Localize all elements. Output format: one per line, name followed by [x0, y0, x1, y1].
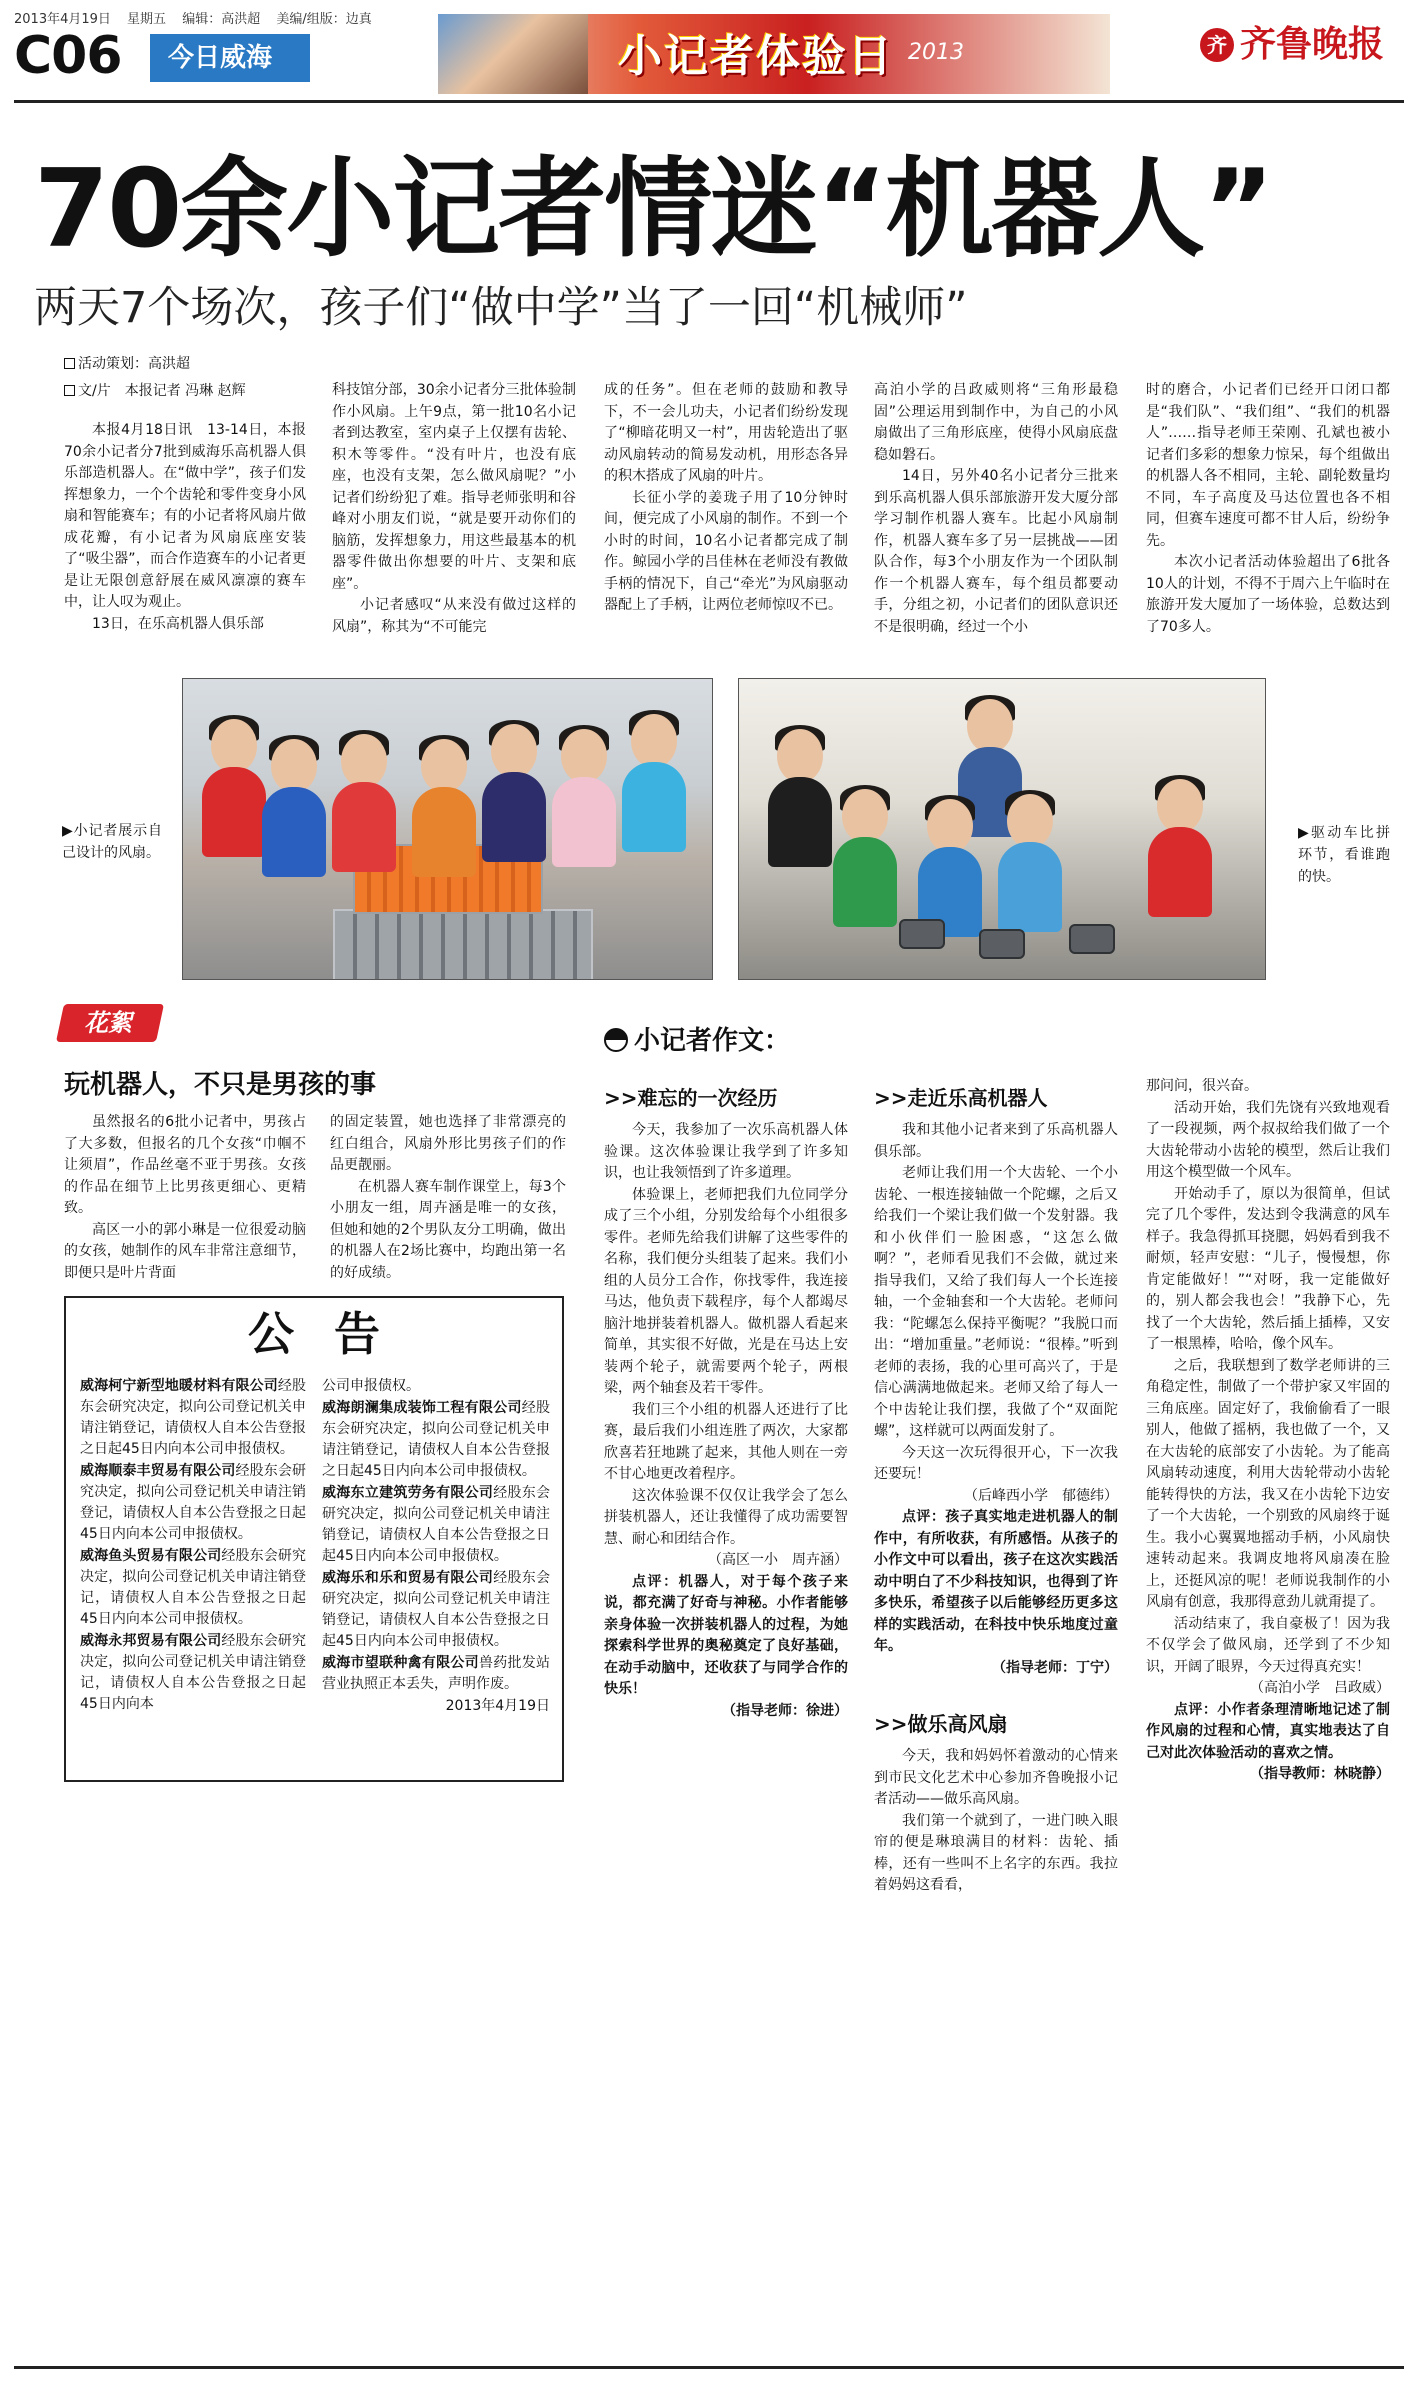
composition-teacher: （指导教师：林晓静） [1250, 1766, 1390, 1782]
huaxu-paragraph: 在机器人赛车制作课堂上，每3个小朋友一组，周卉涵是唯一的女孩，但她和她的2个男队友分工明确，做出的机器人在2场比赛中，均跑出第一名的好成绩。 [330, 1178, 566, 1281]
article-paragraph: 时的磨合，小记者们已经开口闭口都是“我们队”、“我们组”、“我们的机器人”……指导老师王荣刚、孔斌也被小记者们多彩的想象力惊呆，每个组做出的机器人各不相同，主轮、副轮数量均不同，车子高度及马达位置也各不相同，但赛车速度可都不甘人后，纷纷争先。 [1146, 382, 1390, 549]
half-circle-icon [604, 1028, 628, 1052]
notice-item [322, 1483, 550, 1567]
banner-subtitle: 2013 [908, 40, 964, 65]
notice-box [64, 1296, 564, 1782]
notice-item [322, 1376, 550, 1397]
article-paragraph: 高泊小学的吕政威则将“三角形最稳固”公理运用到制作中，为自己的小风扇做出了三角形底座，使得小风扇底盘稳如磐石。 [874, 382, 1118, 463]
notice-text: 兽药批发站营业执照正本丢失，声明作废。 [322, 1655, 551, 1692]
credit-authors [64, 381, 246, 401]
notice-text: 经股东会研究决定，拟向公司登记机关申请注销登记，请债权人自本公告登报之日起45日内向本公司申报债权。 [80, 1378, 307, 1457]
child-figure [553, 729, 617, 879]
notice-company: 威海市望联种禽有限公司 [322, 1655, 479, 1671]
notice-company: 威海永邦贸易有限公司 [80, 1633, 222, 1649]
huaxu-column-1 [64, 1112, 306, 1282]
child-figure [834, 789, 898, 939]
notice-item [80, 1631, 306, 1715]
subheadline: 两天7个场次，孩子们“做中学”当了一回“机械师” [34, 283, 968, 333]
article-paragraph: 13日，在乐高机器人俱乐部 [92, 615, 264, 632]
article-paragraph: 成的任务”。但在老师的鼓励和教导下，不一会儿功夫，小记者们纷纷发现了“柳暗花明又一村”，用齿轮造出了驱动风扇转动的简易发动机，用形态各异的积木搭成了风扇的叶片。 [604, 382, 848, 484]
composition-paragraph: 之后，我联想到了数学老师讲的三角稳定性，制做了一个带护家又牢固的三角底座。固定好了，我偷偷看了一眼别人，他做了摇柄，我也做了一个，又在大齿轮的底部安了小齿轮。为了能高风扇转动速度，利用大齿轮带动小齿轮能转得快的方法，我又在小齿轮下边安了一个大齿轮，一个别致的风扇终于诞生。我小心翼翼地摇动手柄，小风扇快速转动起来。我调皮地将风扇凑在脸上，还挺风凉的呢！老师说我制作的小风扇有创意，我那得意劲儿就甭提了。 [1146, 1357, 1390, 1610]
composition-teacher: （指导老师：丁宁） [992, 1659, 1118, 1676]
photo-caption-right: ▶驱动车比拼环节，看谁跑的快。 [1298, 825, 1390, 885]
photo-kids-fans [182, 678, 713, 980]
composition-3-body [874, 1746, 1118, 1926]
adult-figure [769, 729, 833, 879]
composition-paragraph: 活动开始，我们先饶有兴致地观看了一段视频，两个叔叔给我们做了一个大齿轮带动小齿轮的模型，然后让我们用这个模型做一个风车。 [1146, 1099, 1390, 1180]
photo-caption-left: ▶小记者展示自己设计的风扇。 [62, 823, 162, 861]
child-figure [623, 714, 687, 864]
notice-text: 经股东会研究决定，拟向公司登记机关申请注销登记，请债权人自本公告登报之日起45日内向本公司申报债权。 [80, 1463, 307, 1542]
art-editor: 美编/组版：边真 [276, 12, 372, 27]
checkbox-icon [64, 385, 75, 396]
composition-paragraph: 今天，我参加了一次乐高机器人体验课。这次体验课让我学到了许多知识，也让我领悟到了许多道理。 [604, 1122, 848, 1181]
section-tag: 今日威海 [150, 34, 310, 82]
compositions-title-text: 小记者作文： [634, 1026, 791, 1056]
notice-company: 威海顺泰丰贸易有限公司 [80, 1463, 236, 1479]
checkbox-icon [64, 358, 75, 369]
notice-text: 经股东会研究决定，拟向公司登记机关申请注销登记，请债权人自本公告登报之日起45日内向本公司申报债权。 [322, 1400, 551, 1479]
huaxu-badge: 花絮 [56, 1004, 164, 1042]
banner-photo [438, 14, 588, 94]
notice-title: 公告 [248, 1307, 420, 1361]
header-divider [14, 100, 1404, 103]
article-column-1 [64, 420, 306, 665]
composition-author: （高泊小学 吕政威） [1250, 1680, 1390, 1696]
child-figure [483, 724, 547, 874]
child-figure [999, 794, 1063, 944]
banner-title: 小记者体验日 [618, 31, 894, 82]
child-figure [333, 734, 397, 884]
credit-planning [64, 354, 190, 374]
composition-3-continued [1146, 1076, 1390, 1932]
composition-comment: 点评：小作者条理清晰地记述了制作风扇的过程和心情，真实地表达了自己对此次体验活动的喜欢之情。 [1146, 1701, 1390, 1761]
article-paragraph: 长征小学的姜珑子用了10分钟时间，便完成了小风扇的制作。不到一个小时的时间，10名小记者都完成了制作。鲸园小学的吕佳林在老师没有教做手柄的情况下，自己“牵光”为风扇驱动器配上了手柄，让两位老师惊叹不已。 [604, 489, 848, 613]
composition-paragraph: 那问问，很兴奋。 [1146, 1078, 1258, 1094]
composition-comment: 点评：孩子真实地走进机器人的制作中，有所收获，有所感悟。从孩子的小作文中可以看出，孩子在这次实践活动中明白了不少科技知识，也得到了许多快乐，希望孩子以后能够经历更多这样的实践活动，在科技中快乐地度过童年。 [874, 1509, 1118, 1654]
notice-item [322, 1398, 550, 1482]
article-column-3 [604, 380, 848, 665]
composition-paragraph: 我们第一个就到了，一进门映入眼帘的便是琳琅满目的材料：齿轮、插棒，还有一些叫不上名字的东西。我拉着妈妈这看看， [874, 1812, 1118, 1893]
composition-paragraph: 今天这一次玩得很开心，下一次我还要玩！ [874, 1444, 1118, 1482]
notice-company: 威海东立建筑劳务有限公司 [322, 1485, 494, 1501]
headline: 70余小记者情迷“机器人” [34, 147, 1273, 272]
page-number: C06 [14, 26, 122, 86]
notice-item [322, 1568, 550, 1652]
notice-text: 经股东会研究决定，拟向公司登记机关申请注销登记，请债权人自本公告登报之日起45日内向本公司申报债权。 [322, 1485, 551, 1564]
footer-divider [14, 2366, 1404, 2369]
robot-car [1069, 924, 1115, 954]
composition-2-title: >>走近乐高机器人 [874, 1086, 1048, 1110]
notice-company: 威海朗澜集成装饰工程有限公司 [322, 1400, 522, 1416]
article-column-2 [332, 380, 576, 665]
composition-paragraph: 老师让我们用一个大齿轮、一个小齿轮、一根连接轴做一个陀螺，之后又给我们一个梁让我们做一个发射器。我和小伙伴们一脸困惑，“这怎么做啊？”，老师看见我们不会做，就过来指导我们，又给了我们每人一个长连接轴，一个金轴套和一个大齿轮。老师问我：“陀螺怎么保持平衡呢？”我脱口而出：“增加重量。”老师说：“很棒。”听到老师的表扬，我的心里可高兴了，于是信心满满地做起来。老师又给了每人一个中齿轮让我们摆，我做了个“双面陀螺”，这样就可以两面发射了。 [874, 1165, 1118, 1439]
composition-paragraph: 我们三个小组的机器人还进行了比赛，最后我们小组连胜了两次，大家都欣喜若狂地跳了起来，其他人则在一旁不甘心地更改着程序。 [604, 1401, 848, 1482]
robot-car [899, 919, 945, 949]
notice-text: 公司申报债权。 [322, 1378, 420, 1394]
notice-company: 威海鱼头贸易有限公司 [80, 1548, 222, 1564]
logo-mark-icon: 齐 [1200, 28, 1234, 62]
notice-text: 经股东会研究决定，拟向公司登记机关申请注销登记，请债权人自本公告登报之日起45日内向本 [80, 1633, 307, 1712]
composition-paragraph: 活动结束了，我自豪极了！因为我不仅学会了做风扇，还学到了不少知识，开阔了眼界，今天过得真充实！ [1146, 1615, 1390, 1675]
notice-company: 威海柯宁新型地暖材料有限公司 [80, 1378, 278, 1394]
composition-1-body [604, 1120, 848, 1780]
composition-paragraph: 体验课上，老师把我们九位同学分成了三个小组，分别发给每个小组很多零件。老师先给我们讲解了这些零件的名称，我们便分头组装了起来。我们小组的人员分工合作，你找零件，我连接马达，他负责下载程序，每个人都竭尽脑汁地拼装着机器人。做机器人看起来简单，其实很不好做，光是在马达上安装两个轮子，就需要两个轮子，两根梁，两个轴套及若干零件。 [604, 1186, 848, 1396]
notice-item [322, 1653, 550, 1695]
composition-teacher: （指导老师：徐进） [722, 1702, 848, 1719]
robot-car [979, 929, 1025, 959]
credit-authors-text: 文/片 本报记者 冯琳 赵辉 [78, 383, 246, 399]
huaxu-paragraph: 高区一小的郭小琳是一位很爱动脑的女孩，她制作的风车非常注意细节，即便只是叶片背面 [64, 1221, 306, 1281]
article-paragraph: 本报4月18日讯 13-14日，本报70余小记者分7批到威海乐高机器人俱乐部造机器人。在“做中学”，孩子们发挥想象力，一个个齿轮和零件变身小风扇和智能赛车；有的小记者将风扇片做成花瓣，有小记者为风扇底座安装了“吸尘器”，而合作造赛车的小记者更是让无限创意舒展在威风凛凛的赛车中，让人叹为观止。 [64, 422, 306, 610]
composition-2-body [874, 1120, 1118, 1696]
compositions-title [604, 1024, 790, 1058]
notice-item [80, 1461, 306, 1545]
article-paragraph: 本次小记者活动体验超出了6批各10人的计划，不得不于周六上午临时在旅游开发大厦加了一场体验，总数达到了70多人。 [1146, 554, 1390, 635]
notice-text: 经股东会研究决定，拟向公司登记机关申请注销登记，请债权人自本公告登报之日起45日内向本公司申报债权。 [80, 1548, 307, 1627]
huaxu-paragraph: 虽然报名的6批小记者中，男孩占了大多数，但报名的几个女孩“巾帼不让须眉”，作品丝毫不亚于男孩。女孩的作品在细节上比男孩更细心、更精致。 [64, 1114, 306, 1216]
child-figure [263, 739, 327, 889]
huaxu-paragraph: 的固定装置，她也选择了非常漂亮的红白组合，风扇外形比男孩子们的作品更靓丽。 [330, 1114, 566, 1173]
composition-author: （高区一小 周卉涵） [708, 1552, 848, 1568]
notice-item [80, 1376, 306, 1460]
composition-paragraph: 开始动手了，原以为很简单，但试完了几个零件，发达到令我满意的风车样子。我急得抓耳挠腮，妈妈看到我不耐烦，轻声安慰：“儿子，慢慢想，你肯定能做好！”“对呀，我一定能做好的，别人都会我也会！”我静下心，先找了一个大齿轮，然后插上插棒，又安了一根黑棒，哈哈，像个风车。 [1146, 1185, 1390, 1352]
composition-author: （后峰西小学 郁德纬） [964, 1487, 1118, 1504]
issue-date: 2013年4月19日 [14, 12, 111, 27]
section-banner [438, 14, 1110, 94]
notice-column-1 [80, 1376, 306, 1716]
composition-comment: 点评：机器人，对于每个孩子来说，都充满了好奇与神秘。小作者能够亲身体验一次拼装机器人的过程，为她探索科学世界的奥秘奠定了良好基础，在动手动脑中，还收获了与同学合作的快乐！ [604, 1573, 848, 1697]
huaxu-title: 玩机器人，不只是男孩的事 [64, 1070, 377, 1100]
credit-planning-text: 活动策划：高洪超 [78, 356, 190, 372]
newspaper-name: 齐鲁晚报 [1240, 24, 1385, 65]
article-paragraph: 14日，另外40名小记者分三批来到乐高机器人俱乐部旅游开发大厦分部学习制作机器人赛车。比起小风扇制作，机器人赛车多了另一层挑战——团队合作，每3个小朋友作为一个团队制作一个机器人赛车，每个组员都要动手，分组之初，小记者们的团队意识还不是很明确，经过一个小 [874, 468, 1118, 635]
editor: 编辑：高洪超 [182, 12, 261, 27]
photo-robot-cars [738, 678, 1266, 980]
notice-company: 威海乐和乐和贸易有限公司 [322, 1570, 494, 1586]
child-figure [203, 719, 267, 869]
parts-trays [333, 909, 593, 980]
issue-weekday: 星期五 [127, 12, 167, 27]
huaxu-column-2 [330, 1112, 566, 1282]
notice-item [80, 1546, 306, 1630]
composition-paragraph: 这次体验课不仅仅让我学会了怎么拼装机器人，还让我懂得了成功需要智慧、耐心和团结合作。 [604, 1487, 848, 1547]
article-column-4 [874, 380, 1118, 665]
notice-date: 2013年4月19日 [445, 1698, 550, 1714]
notice-column-2 [322, 1376, 550, 1718]
composition-3-title: >>做乐高风扇 [874, 1712, 1008, 1736]
composition-paragraph: 今天，我和妈妈怀着激动的心情来到市民文化艺术中心参加齐鲁晚报小记者活动——做乐高风扇。 [874, 1748, 1118, 1807]
newspaper-logo [1200, 16, 1384, 67]
child-figure [413, 739, 477, 889]
composition-1-title: >>难忘的一次经历 [604, 1086, 778, 1110]
notice-text: 经股东会研究决定，拟向公司登记机关申请注销登记，请债权人自本公告登报之日起45日内向本公司申报债权。 [322, 1570, 551, 1649]
article-column-5 [1146, 380, 1390, 665]
article-paragraph: 科技馆分部，30余小记者分三批体验制作小风扇。上午9点，第一批10名小记者到达教室，室内桌子上仅摆有齿轮、积木等零件。“没有叶片，也没有底座，也没有支架，怎么做风扇呢？”小记者们纷纷犯了难。指导老师张明和谷峰对小朋友们说，“就是要开动你们的脑筋，发挥想象力，用这些最基本的机器零件做出你想要的叶片、支架和底座”。 [332, 382, 576, 592]
child-figure [1149, 779, 1213, 929]
header-meta [14, 8, 454, 27]
article-paragraph: 小记者感叹“从来没有做过这样的风扇”，称其为“不可能完 [332, 597, 576, 635]
composition-paragraph: 我和其他小记者来到了乐高机器人俱乐部。 [874, 1122, 1118, 1160]
